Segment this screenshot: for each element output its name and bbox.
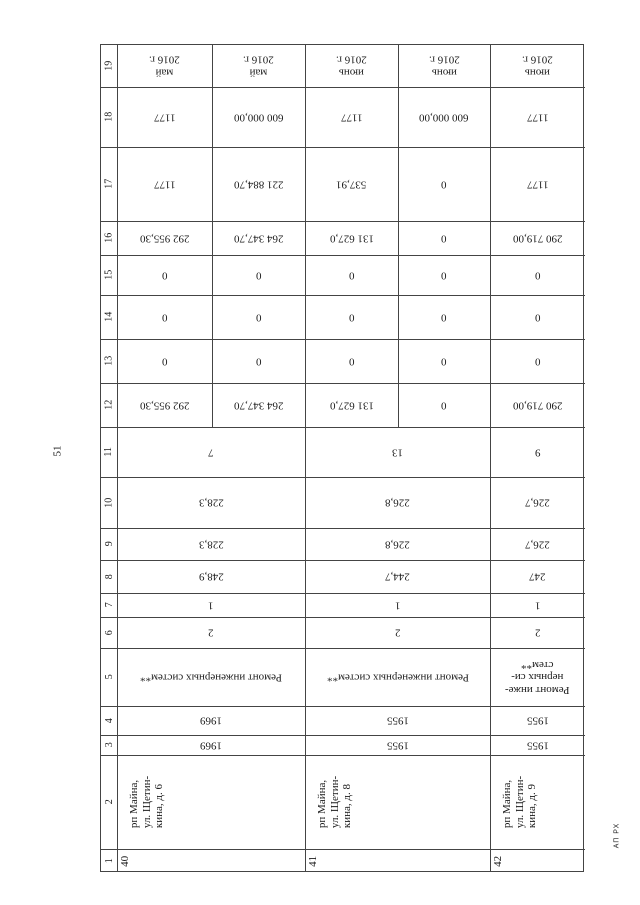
cell-col-17: 0 [441,178,447,191]
cell-col-5: Ремонт инженерных систем** [326,671,469,684]
cell-col-13: 0 [348,355,355,368]
cell-col-13: 0 [534,355,541,368]
cell-col-19: июнь 2016 г. [522,54,553,79]
cell-col-4: 1955 [526,714,549,727]
cell-col-12: 292 955,30 [139,399,190,412]
cell-col-14: 0 [161,311,168,324]
page-number: 51 [51,445,64,457]
column-number: 18 [103,112,115,122]
cell-col-7: 1 [208,599,214,612]
cell-col-12: 290 719,00 [512,399,563,412]
cell-col-15: 0 [348,269,355,282]
cell-col-18: 1177 [340,111,363,124]
cell-col-11: 7 [208,446,214,459]
cell-col-17: 1177 [526,178,549,191]
column-number: 19 [103,61,115,71]
column-number: 7 [103,602,115,608]
cell-col-16: 131 627,0 [329,232,374,245]
cell-col-8: 244,7 [385,570,410,583]
cell-col-6: 2 [534,626,541,639]
cell-col-12: 131 627,0 [329,399,374,412]
cell-col-10: 226,7 [525,496,550,509]
cell-col-4: 1955 [386,714,409,727]
cell-col-18: 1177 [526,111,549,124]
cell-col-3: 1969 [200,739,222,752]
column-number: 1 [103,858,115,864]
cell-col-3: 1955 [386,739,409,752]
row-number: 41 [307,855,320,867]
address-cell: рп Майна, ул. Щетин- кина, д. 9 [501,775,539,829]
cell-col-17: 1177 [153,178,176,191]
column-number: 6 [103,630,115,635]
cell-col-4: 1969 [200,714,222,727]
cell-col-12: 0 [441,399,447,412]
cell-col-18: 600 000,00 [419,111,469,124]
column-number: 11 [103,447,115,457]
address-cell: рп Майна, ул. Щетин- кина, д. 8 [316,775,354,829]
cell-col-17: 221 884,70 [233,178,284,191]
cell-col-15: 0 [161,269,168,282]
cell-col-16: 292 955,30 [139,232,190,245]
cell-col-8: 247 [529,570,546,583]
cell-col-19: июнь 2016 г. [336,54,367,79]
cell-col-13: 0 [441,355,447,368]
cell-col-6: 2 [394,626,401,639]
column-number: 10 [103,497,115,508]
cell-col-18: 600 000,00 [233,111,284,124]
row-number: 40 [119,855,132,867]
column-number: 9 [103,541,115,547]
column-number: 5 [103,674,115,680]
cell-col-16: 290 719,00 [512,232,563,245]
cell-col-11: 9 [534,446,541,459]
cell-col-10: 226,8 [385,496,410,509]
footer-code: АП РХ [613,822,621,849]
cell-col-19: май 2016 г. [149,54,180,79]
cell-col-9: 226,8 [385,538,410,551]
column-number: 12 [103,400,115,410]
cell-col-9: 228,3 [198,538,224,551]
column-number: 15 [103,270,115,280]
cell-col-3: 1955 [526,739,549,752]
column-number: 4 [103,718,115,723]
cell-col-10: 228,3 [198,496,224,509]
cell-col-14: 0 [534,311,541,324]
cell-col-16: 0 [441,232,447,245]
column-number: 13 [103,356,115,366]
cell-col-15: 0 [534,269,541,282]
cell-col-11: 13 [392,446,403,459]
cell-col-18: 1177 [153,111,176,124]
column-number: 16 [103,233,115,243]
cell-col-7: 1 [534,599,541,612]
row-number: 42 [492,855,505,867]
address-cell: рп Майна, ул. Щетин- кина, д. 6 [128,775,166,829]
column-number: 14 [103,312,115,322]
cell-col-12: 264 347,70 [233,399,284,412]
cell-col-14: 0 [441,311,447,324]
cell-col-6: 2 [208,626,214,639]
cell-col-7: 1 [394,599,401,612]
cell-col-14: 0 [348,311,355,324]
column-number: 17 [103,179,115,189]
cell-col-19: май 2016 г. [243,54,274,79]
cell-col-15: 0 [255,269,262,282]
column-number: 2 [103,799,115,805]
cell-col-9: 226,7 [525,538,550,551]
cell-col-19: июнь 2016 г. [428,54,460,79]
cell-col-14: 0 [255,311,262,324]
column-number: 8 [103,574,115,579]
rotated-table [100,44,584,872]
column-number: 3 [103,742,115,748]
cell-col-5: Ремонт инже- нерных си- стем** [505,658,570,696]
cell-col-17: 537,91 [336,178,367,191]
cell-col-5: Ремонт инженерных систем** [140,671,282,684]
cell-col-13: 0 [161,355,168,368]
cell-col-8: 248,9 [198,570,224,583]
cell-col-16: 264 347,70 [233,232,284,245]
cell-col-15: 0 [441,269,447,282]
cell-col-13: 0 [255,355,262,368]
